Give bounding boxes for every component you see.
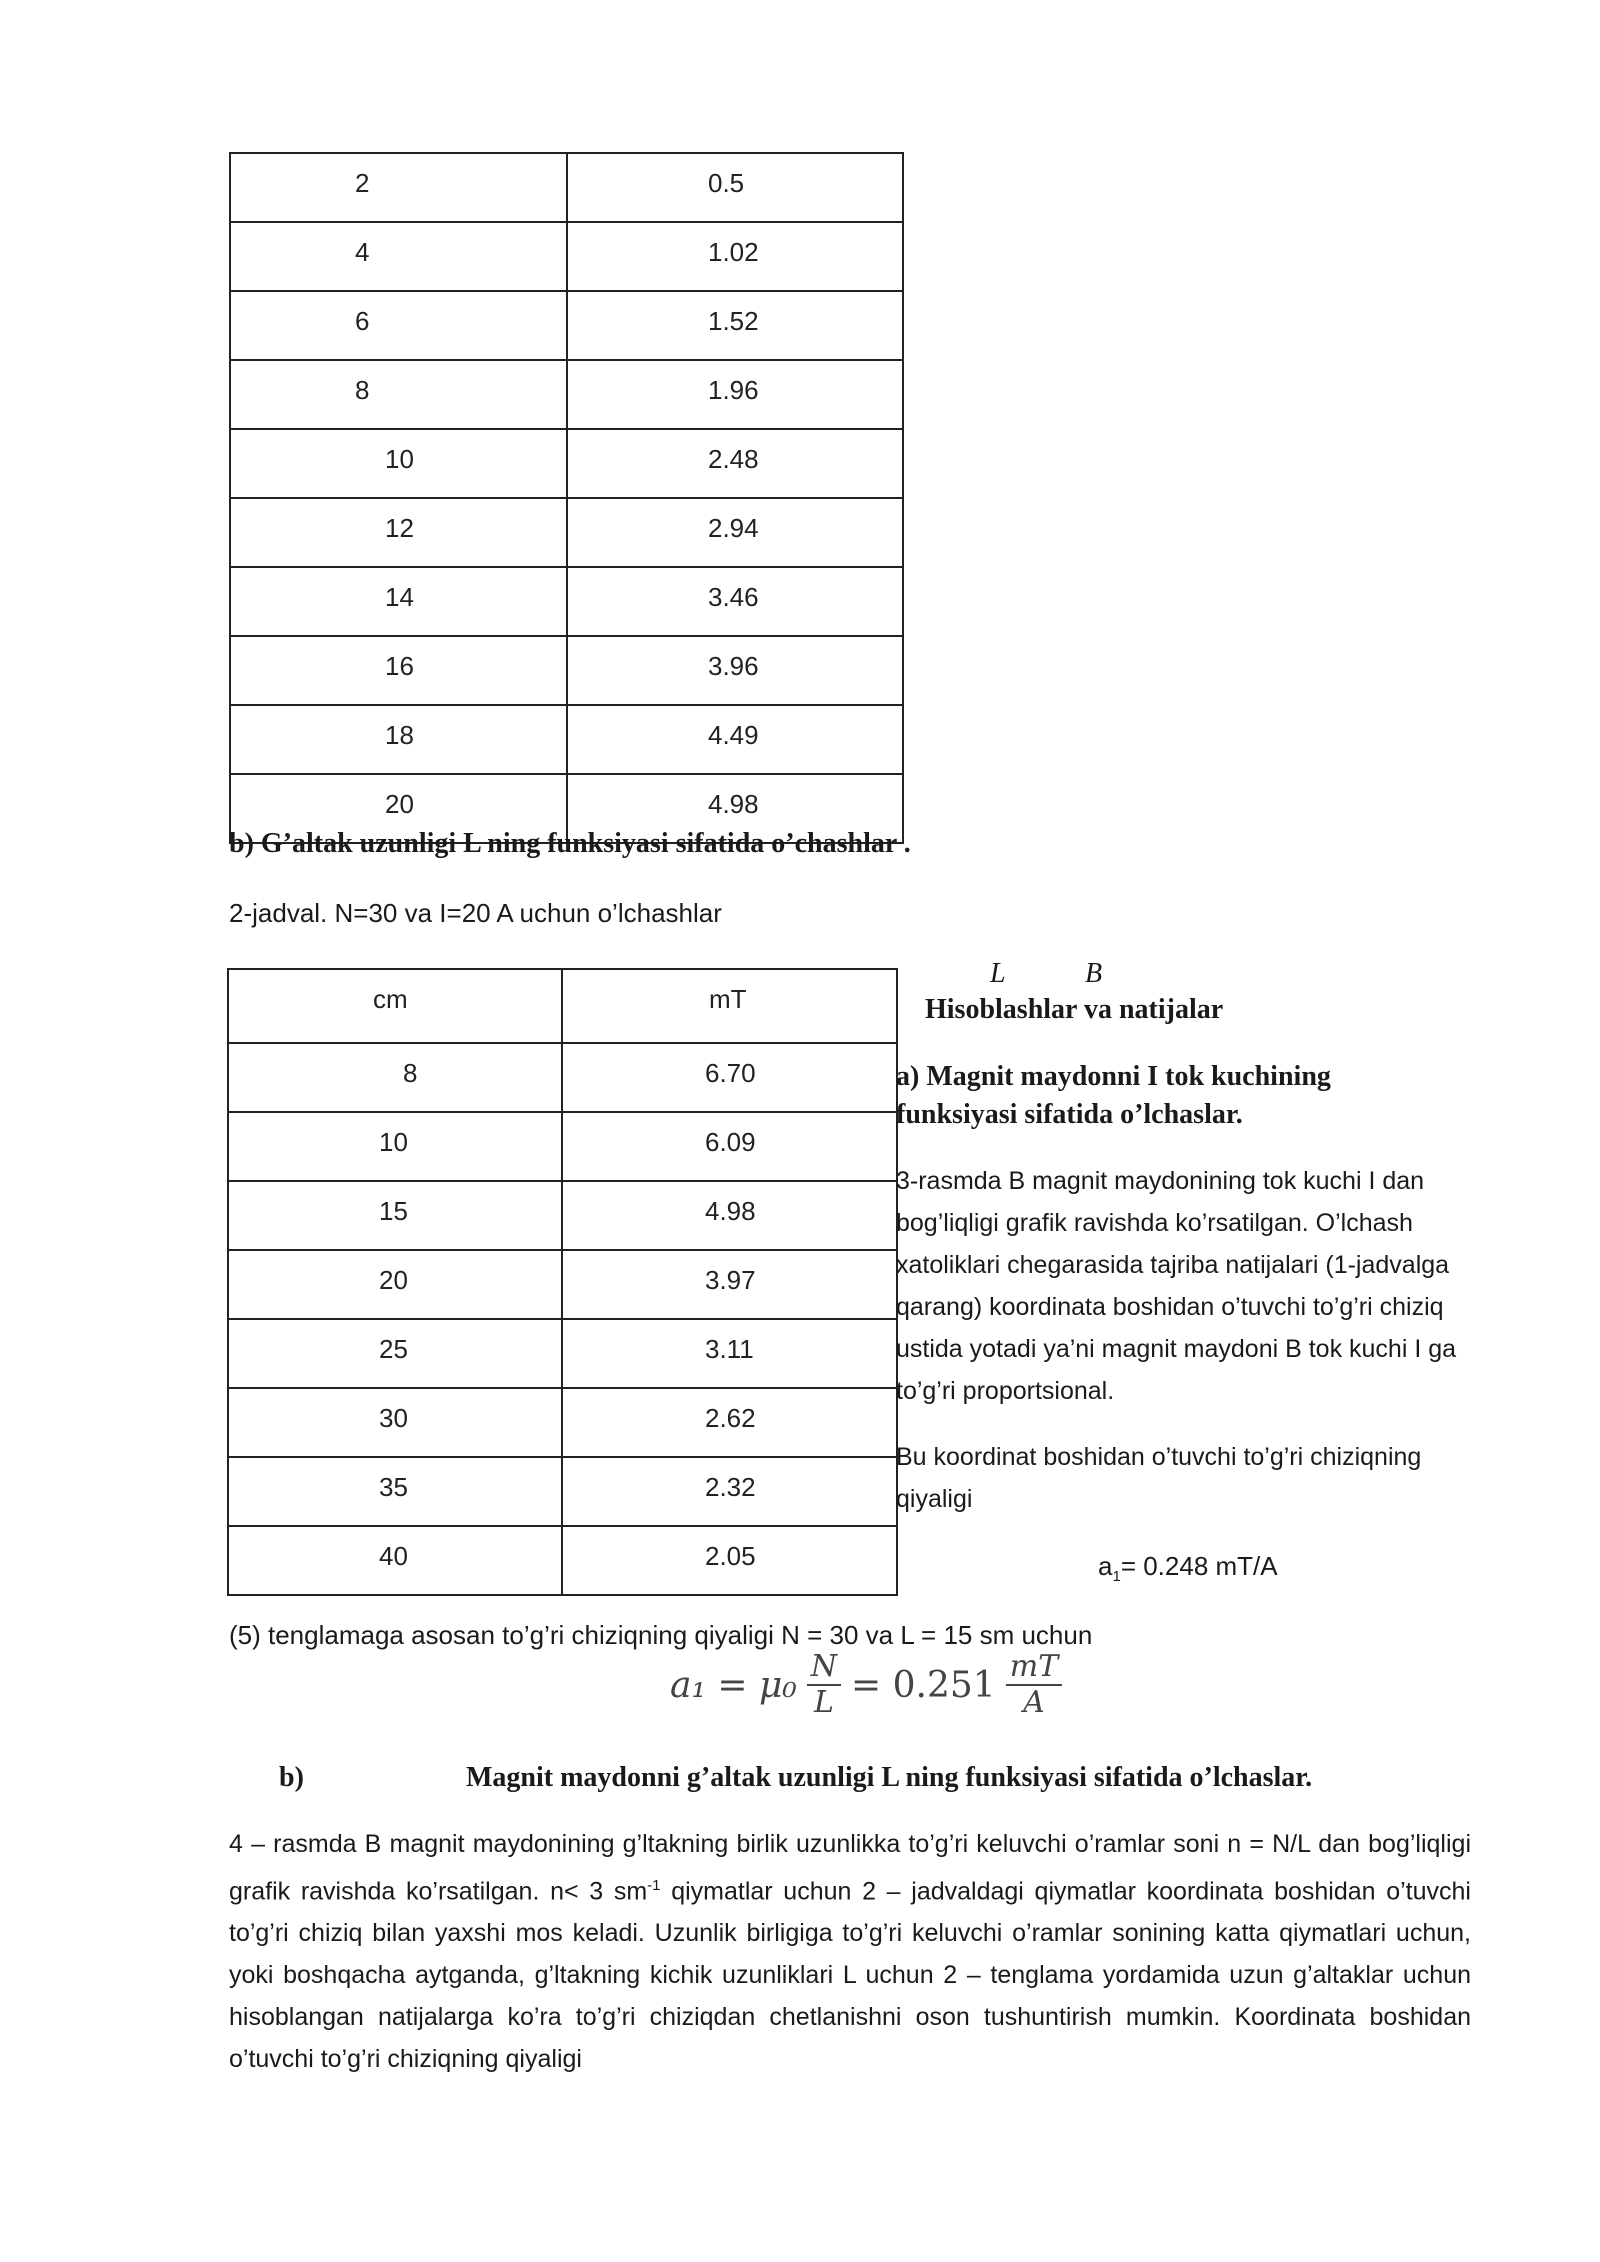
section-b2-label: b) <box>279 1762 304 1793</box>
table-cell-field <box>562 1457 897 1526</box>
table-row <box>230 636 903 705</box>
paragraph-slope-intro: Bu koordinat boshidan o’tuvchi to’g’ri chiziqning qiyaligi <box>896 1443 1422 1513</box>
cell-value: 30 <box>379 1403 408 1433</box>
table-cell-length <box>228 1112 562 1181</box>
table-row <box>228 1250 897 1319</box>
cell-value: 4 <box>355 237 370 267</box>
fraction-numerator-mt: mT <box>1006 1652 1062 1686</box>
cell-value: 1.96 <box>708 375 759 405</box>
formula-result: = 0.251 <box>851 1664 996 1706</box>
table-row <box>228 1388 897 1457</box>
a1-subscript: 1 <box>1112 1568 1121 1586</box>
table-header-row <box>228 969 897 1043</box>
table-cell-length <box>228 1181 562 1250</box>
cell-value: 18 <box>385 720 414 750</box>
table-cell-x <box>230 291 567 360</box>
cell-value: 2.94 <box>708 513 759 543</box>
cell-value: 6 <box>355 306 370 336</box>
section-b2-title: Magnit maydonni g’altak uzunligi L ning funksiyasi sifatida o’lchaslar. <box>466 1762 1313 1793</box>
cell-value: 6.70 <box>705 1058 756 1088</box>
final-para-part2: qiymatlar uchun 2 – jadvaldagi qiymatlar koordinata boshidan o’tuvchi to’g’ri chiziq bilan yaxshi mos keladi. Uzunlik birligiga to’g’ri keluvchi o’ramlar sonining katta qiymatlari uchun, yoki boshqacha aytganda, g’ltakning kichik uzunliklari L uchun 2 – tenglama yordamida uzun g’altaklar uchun hisoblangan natijalarga ko’ra to’g’ri chiziqdan chetlanishni oson tushuntirish mumkin. Koordinata boshidan o’tuvchi to’g’ri chiziqning qiyaligi <box>229 1877 1471 2074</box>
table-cell-x <box>230 153 567 222</box>
table-2 <box>227 968 898 1596</box>
table-cell-x <box>230 429 567 498</box>
cell-value: 8 <box>403 1058 418 1088</box>
table-cell-length <box>228 1526 562 1595</box>
table-cell-length <box>228 1319 562 1388</box>
a1-value: = 0.248 mT/A <box>1120 1551 1278 1581</box>
table-cell-field <box>562 1250 897 1319</box>
cell-value: 40 <box>379 1541 408 1571</box>
table-cell-y <box>567 360 903 429</box>
cell-value: 25 <box>379 1334 408 1364</box>
table-cell-length <box>228 1388 562 1457</box>
cell-value: 6.09 <box>705 1127 756 1157</box>
results-heading: Hisoblashlar va natijalar <box>925 994 1224 1025</box>
header-cell-length <box>228 969 562 1043</box>
table-cell-field <box>562 1319 897 1388</box>
table-2-caption: 2-jadval. N=30 va I=20 A uchun o’lchashlar <box>229 898 722 928</box>
table-cell-y <box>567 498 903 567</box>
slope-formula <box>670 1649 1062 1720</box>
table-cell-y <box>567 636 903 705</box>
table-cell-x <box>230 360 567 429</box>
cell-value: 20 <box>379 1265 408 1295</box>
cell-value: 1.02 <box>708 237 759 267</box>
cell-value: 3.11 <box>705 1334 754 1364</box>
cell-value: 2.32 <box>705 1472 756 1502</box>
cell-value: 4.49 <box>708 720 759 750</box>
table-row <box>230 360 903 429</box>
header-cell-field <box>562 969 897 1043</box>
table-cell-x <box>230 567 567 636</box>
cell-value: 2.62 <box>705 1403 756 1433</box>
table-row <box>228 1112 897 1181</box>
table-1 <box>229 152 904 844</box>
table-cell-x <box>230 705 567 774</box>
table-cell-y <box>567 222 903 291</box>
cell-value: 8 <box>355 375 370 405</box>
cell-value: 16 <box>385 651 414 681</box>
table-cell-y <box>567 291 903 360</box>
table-cell-y <box>567 153 903 222</box>
table-cell-y <box>567 705 903 774</box>
variable-L: L <box>990 958 1006 989</box>
section-b-heading: b) G’altak uzunligi L ning funksiyasi sifatida o’chashlar . <box>229 828 911 859</box>
final-para-part1: 4 – rasmda B magnit maydonining g’ltakning birlik uzunlikka to’g’ri keluvchi o’ramlar soni n = N/L dan bog’liqligi grafik ravishda ko’rsatilgan. n< 3 sm <box>229 1830 1471 1906</box>
fraction-numerator-n: N <box>807 1652 841 1686</box>
table-row <box>228 1457 897 1526</box>
table-cell-field <box>562 1043 897 1112</box>
table-cell-x <box>230 636 567 705</box>
cell-value: 2.48 <box>708 444 759 474</box>
fraction-denominator-a: A <box>1023 1685 1045 1720</box>
a1-symbol: a <box>1098 1551 1113 1581</box>
cell-value: 35 <box>379 1472 408 1502</box>
table-cell-length <box>228 1250 562 1319</box>
table-row <box>228 1043 897 1112</box>
cell-value: 12 <box>385 513 414 543</box>
cell-value: 10 <box>385 444 414 474</box>
table-cell-field <box>562 1181 897 1250</box>
cell-value: 0.5 <box>708 168 745 198</box>
table-row <box>228 1319 897 1388</box>
cell-value: mT <box>709 984 747 1014</box>
table-row <box>230 705 903 774</box>
cell-value: 20 <box>385 789 414 819</box>
paragraph-current-dependence: 3-rasmda B magnit maydonining tok kuchi I dan bog’liqligi grafik ravishda ko’rsatilgan. O’lchash xatoliklari chegarasida tajriba natijalari (1-jadvalga qarang) koordinata boshidan o’tuvchi to’g’ri chiziq ustida yotadi ya’ni magnit maydoni B tok kuchi I ga to’g’ri proportsional. <box>896 1167 1457 1405</box>
table-cell-length <box>228 1043 562 1112</box>
table-cell-field <box>562 1112 897 1181</box>
table-cell-x <box>230 222 567 291</box>
table-cell-y <box>567 567 903 636</box>
table-row <box>230 291 903 360</box>
table-cell-y <box>567 429 903 498</box>
slope-a1-value <box>1098 1551 1278 1585</box>
table-cell-field <box>562 1526 897 1595</box>
table-row <box>230 429 903 498</box>
fraction-denominator-l: L <box>813 1685 834 1720</box>
fraction-unit <box>1006 1649 1062 1720</box>
table-cell-length <box>228 1457 562 1526</box>
table-row <box>230 222 903 291</box>
table-row <box>230 567 903 636</box>
paragraph-length-dependence <box>229 1823 1471 2080</box>
cell-value: 3.46 <box>708 582 759 612</box>
cell-value: 15 <box>379 1196 408 1226</box>
cell-value: 10 <box>379 1127 408 1157</box>
cell-value: 4.98 <box>705 1196 756 1226</box>
table-row <box>230 498 903 567</box>
formula-lhs: a₁ = μ₀ <box>670 1664 797 1706</box>
final-para-sup: -1 <box>647 1877 661 1894</box>
cell-value: 14 <box>385 582 414 612</box>
table-row <box>230 153 903 222</box>
table-row <box>228 1181 897 1250</box>
cell-value: 1.52 <box>708 306 759 336</box>
fraction-n-over-l <box>807 1649 841 1720</box>
table-cell-field <box>562 1388 897 1457</box>
cell-value: 3.96 <box>708 651 759 681</box>
equation-5-line: (5) tenglamaga asosan to’g’ri chiziqning qiyaligi N = 30 va L = 15 sm uchun <box>229 1620 1093 1650</box>
table-row <box>228 1526 897 1595</box>
subsection-a-heading: a) Magnit maydonni I tok kuchining funksiyasi sifatida o’lchaslar. <box>896 1061 1331 1130</box>
cell-value: cm <box>373 984 408 1014</box>
table-cell-x <box>230 498 567 567</box>
cell-value: 3.97 <box>705 1265 756 1295</box>
variable-B: B <box>1085 958 1103 989</box>
cell-value: 2 <box>355 168 370 198</box>
cell-value: 2.05 <box>705 1541 756 1571</box>
cell-value: 4.98 <box>708 789 759 819</box>
